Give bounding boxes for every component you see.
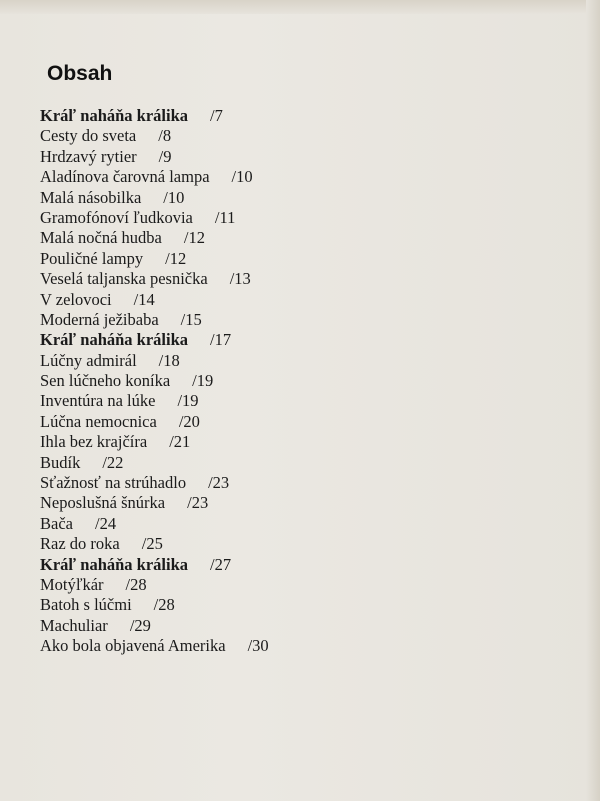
toc-entry — [40, 249, 269, 269]
toc-entry-page: /27 — [210, 554, 232, 574]
toc-entry-title: Gramofónoví ľudkovia — [40, 207, 193, 227]
toc-entry-page: /22 — [102, 452, 124, 472]
toc-entry-page: /30 — [247, 636, 269, 656]
toc-list — [40, 106, 269, 657]
toc-entry-title: Motýľkár — [40, 574, 104, 594]
toc-entry — [40, 290, 269, 310]
toc-entry-title: Inventúra na lúke — [40, 391, 156, 411]
toc-entry — [40, 473, 269, 493]
toc-entry-page: /28 — [125, 574, 147, 594]
toc-entry-title: Bača — [40, 513, 73, 533]
toc-entry — [40, 575, 269, 595]
toc-entry-title: Moderná ježibaba — [40, 309, 159, 329]
toc-entry-title: Veselá taljanska pesnička — [40, 269, 208, 289]
toc-entry-page: /10 — [163, 187, 185, 207]
toc-entry-title: Budík — [40, 452, 81, 472]
toc-entry — [40, 106, 269, 126]
toc-entry-page: /15 — [180, 309, 202, 329]
toc-entry-page: /24 — [94, 513, 117, 533]
toc-entry — [40, 391, 269, 411]
toc-entry-title: Cesty do sveta — [40, 126, 137, 146]
toc-entry-page: /20 — [178, 411, 200, 431]
toc-entry — [40, 330, 269, 350]
toc-entry — [40, 555, 269, 575]
toc-entry-title: Malá násobilka — [40, 187, 142, 207]
toc-entry — [40, 412, 269, 432]
toc-entry — [40, 208, 269, 228]
toc-entry-title: Malá nočná hudba — [40, 228, 162, 248]
toc-entry — [40, 595, 269, 615]
toc-entry — [40, 228, 269, 248]
page-top-edge — [0, 0, 600, 14]
toc-entry — [40, 126, 269, 146]
toc-entry-page: /13 — [229, 269, 251, 289]
toc-entry-page: /12 — [183, 228, 205, 248]
toc-entry — [40, 188, 269, 208]
toc-entry — [40, 493, 269, 513]
toc-entry-title: Lúčny admirál — [40, 350, 137, 370]
toc-entry — [40, 534, 269, 554]
toc-entry — [40, 167, 269, 187]
toc-entry — [40, 147, 269, 167]
toc-entry-title: Kráľ naháňa králika — [40, 106, 189, 125]
toc-entry-page: /8 — [158, 126, 172, 146]
toc-entry — [40, 616, 269, 636]
toc-entry — [40, 269, 269, 289]
toc-entry-page: /17 — [210, 330, 232, 350]
toc-entry-page: /7 — [210, 106, 223, 125]
toc-entry-title: Sen lúčneho koníka — [40, 371, 171, 391]
page-right-edge — [586, 0, 600, 801]
toc-entry-title: Ako bola objavená Amerika — [40, 636, 226, 656]
toc-entry — [40, 432, 269, 452]
toc-entry-title: Machuliar — [40, 615, 108, 635]
toc-entry-title: Batoh s lúčmi — [40, 595, 132, 615]
toc-entry — [40, 310, 269, 330]
toc-entry-page: /11 — [214, 207, 236, 227]
toc-entry-title: Lúčna nemocnica — [40, 411, 157, 431]
toc-entry-title: V zelovoci — [40, 289, 112, 309]
toc-entry — [40, 636, 269, 656]
toc-entry-page: /23 — [208, 473, 230, 493]
toc-entry — [40, 514, 269, 534]
toc-entry-page: /19 — [192, 371, 214, 391]
toc-entry-page: /14 — [133, 289, 155, 309]
toc-entry-page: /10 — [231, 167, 253, 187]
toc-entry-title: Neposlušná šnúrka — [40, 493, 166, 513]
show-through-reverse-page — [330, 60, 580, 660]
toc-entry-page: /25 — [141, 534, 163, 554]
toc-entry-page: /18 — [158, 350, 180, 370]
toc-entry — [40, 371, 269, 391]
toc-entry — [40, 453, 269, 473]
table-of-contents — [40, 62, 467, 656]
toc-entry-page: /23 — [187, 493, 209, 513]
toc-entry-title: Raz do roka — [40, 534, 120, 554]
toc-entry-page: /29 — [129, 615, 151, 635]
toc-entry-page: /21 — [169, 432, 191, 452]
toc-entry-title: Ihla bez krajčíra — [40, 432, 148, 452]
toc-entry-title: Kráľ naháňa králika — [40, 554, 189, 574]
toc-entry-title: Hrdzavý rytier — [40, 146, 137, 166]
toc-entry-page: /28 — [153, 595, 175, 615]
toc-entry — [40, 351, 269, 371]
toc-entry-title: Kráľ naháňa králika — [40, 330, 189, 350]
toc-entry-title: Pouličné lampy — [40, 248, 144, 268]
toc-entry-page: /19 — [177, 391, 199, 411]
page-title: Obsah — [47, 62, 113, 85]
toc-entry-title: Aladínova čarovná lampa — [40, 167, 210, 187]
toc-entry-page: /9 — [158, 146, 172, 166]
toc-entry-title: Sťažnosť na strúhadlo — [40, 473, 187, 493]
toc-entry-page: /12 — [165, 248, 187, 268]
